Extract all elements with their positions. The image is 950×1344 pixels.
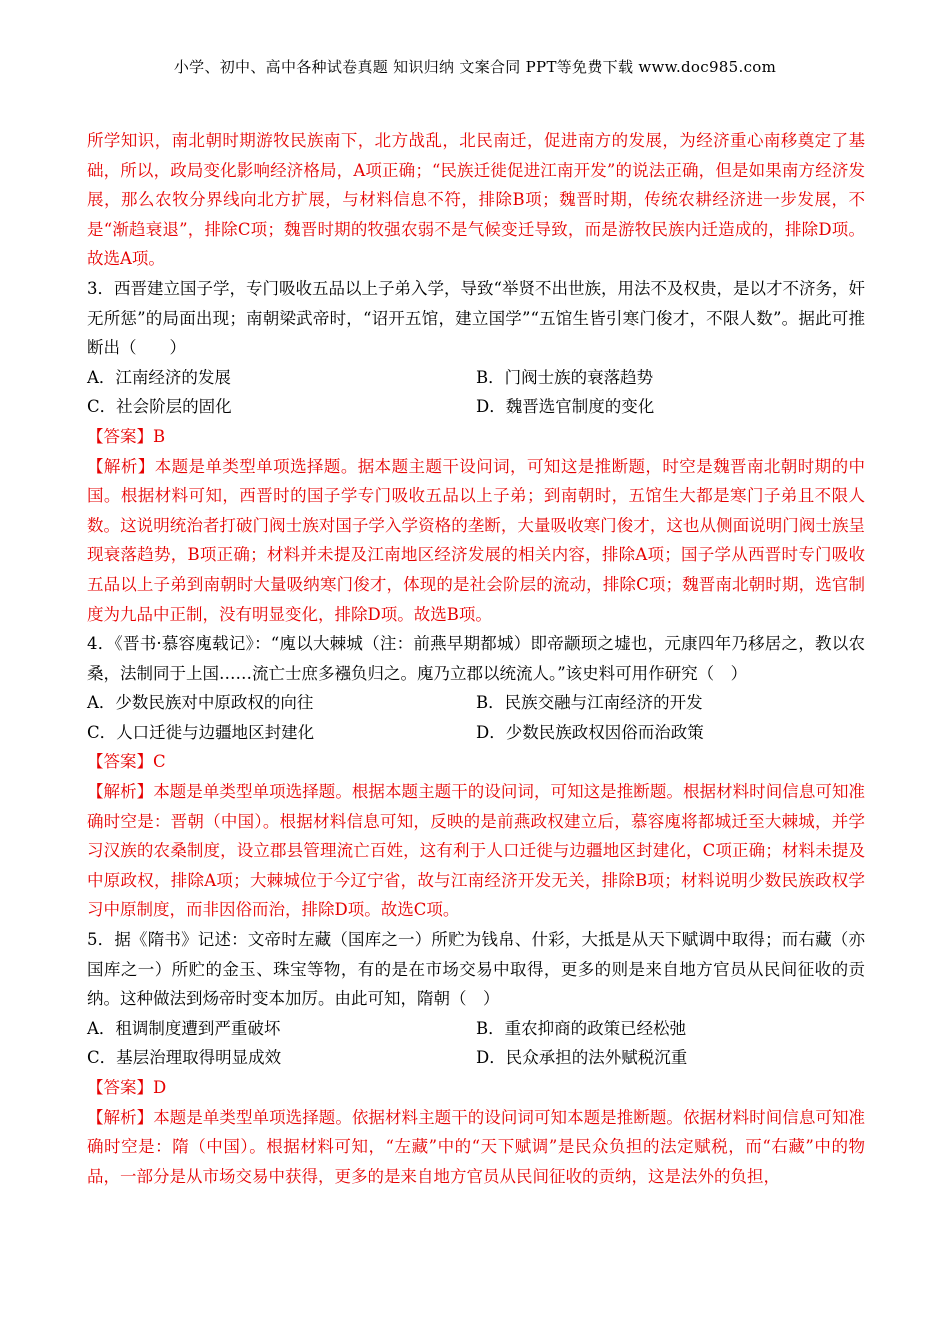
question-4 [87, 629, 865, 925]
answer: 【答案】C [87, 752, 166, 772]
answer: 【答案】B [87, 426, 166, 446]
previous-analysis-continuation: 所学知识，南北朝时期游牧民族南下，北方战乱，北民南迁，促进南方的发展，为经济重心南移奠定了基础，所以，政局变化影响经济格局，A项正确；“民族迁徙促进江南开发”的说法正确，但是如果南方经济发展，那么农牧分界线向北方扩展，与材料信息不符，排除B项；魏晋时期，传统农耕经济进一步发展，不是“渐趋衰退”，排除C项；魏晋时期的牧强农弱不是气候变迁导致，而是游牧民族内迁造成的，排除D项。故选A项。 [87, 131, 865, 269]
option-c: C．基层治理取得明显成效 [87, 1048, 282, 1068]
question-3 [87, 274, 865, 629]
question-options [87, 1014, 865, 1073]
question-stem: 5．据《隋书》记述：文帝时左藏（国库之一）所贮为钱帛、什彩，大抵是从天下赋调中取得；而右藏（亦国库之一）所贮的金玉、珠宝等物，有的是在市场交易中取得，更多的则是来自地方官员从民间征收的贡纳。这种做法到炀帝时变本加厉。由此可知，隋朝（ ） [87, 930, 865, 1009]
document-body [87, 126, 865, 1191]
page-header: 小学、初中、高中各种试卷真题 知识归纳 文案合同 PPT等免费下载 www.doc985.com [173, 58, 777, 76]
option-b: B．门阀士族的衰落趋势 [476, 367, 654, 387]
question-5 [87, 925, 865, 1191]
answer: 【答案】D [87, 1078, 167, 1097]
option-d: D．民众承担的法外赋税沉重 [476, 1048, 688, 1068]
question-options [87, 688, 865, 747]
analysis: 【解析】本题是单类型单项选择题。据本题主题干设问词，可知这是推断题，时空是魏晋南北朝时期的中国。根据材料可知，西晋时的国子学专门吸收五品以上子弟；到南朝时，五馆生大都是寒门子弟且不限人数。这说明统治者打破门阀士族对国子学入学资格的垄断，大量吸收寒门俊才，这也从侧面说明门阀士族呈现衰落趋势，B项正确；材料并未提及江南地区经济发展的相关内容，排除A项；国子学从西晋时专门吸收五品以上子弟到南朝时大量吸纳寒门俊才，体现的是社会阶层的流动，排除C项；魏晋南北朝时期，选官制度为九品中正制，没有明显变化，排除D项。故选B项。 [87, 456, 865, 624]
option-c: C．社会阶层的固化 [87, 397, 232, 417]
analysis: 【解析】本题是单类型单项选择题。根据本题主题干的设问词，可知这是推断题。根据材料时间信息可知准确时空是：晋朝（中国）。根据材料信息可知，反映的是前燕政权建立后，慕容廆将都城迁至大棘城，并学习汉族的农桑制度，设立郡县管理流亡百姓，这有利于人口迁徙与边疆地区封建化，C项正确；材料未提及中原政权，排除A项；大棘城位于今辽宁省，故与江南经济开发无关，排除B项；材料说明少数民族政权学习中原制度，而非因俗而治，排除D项。故选C项。 [87, 782, 865, 920]
option-a: A．江南经济的发展 [87, 367, 231, 387]
question-options [87, 363, 865, 422]
option-b: B．民族交融与江南经济的开发 [476, 693, 703, 713]
option-c: C．人口迁徙与边疆地区封建化 [87, 722, 315, 742]
option-d: D．魏晋选官制度的变化 [476, 397, 655, 417]
option-d: D．少数民族政权因俗而治政策 [476, 722, 704, 742]
option-a: A．少数民族对中原政权的向往 [87, 693, 314, 713]
question-stem: 4．《晋书·慕容廆载记》：“廆以大棘城（注：前燕早期都城）即帝颛顼之墟也，元康四年乃移居之，教以农桑，法制同于上国……流亡士庶多襁负归之。廆乃立郡以统流人。”该史料可用作研究（ ） [87, 634, 865, 683]
option-b: B．重农抑商的政策已经松弛 [476, 1018, 687, 1038]
question-stem: 3．西晋建立国子学，专门吸收五品以上子弟入学，导致“举贤不出世族，用法不及权贵，是以才不济务，奸无所惩”的局面出现；南朝梁武帝时，“诏开五馆，建立国学”“五馆生皆引寒门俊才，不限人数”。据此可推断出（ ） [87, 278, 865, 358]
option-a: A．租调制度遭到严重破坏 [87, 1018, 281, 1038]
analysis: 【解析】本题是单类型单项选择题。依据材料主题干的设问词可知本题是推断题。依据材料时间信息可知准确时空是：隋（中国）。根据材料可知，“左藏”中的“天下赋调”是民众负担的法定赋税，而“右藏”中的物品，一部分是从市场交易中获得，更多的是来自地方官员从民间征收的贡纳，这是法外的负担， [87, 1107, 865, 1186]
